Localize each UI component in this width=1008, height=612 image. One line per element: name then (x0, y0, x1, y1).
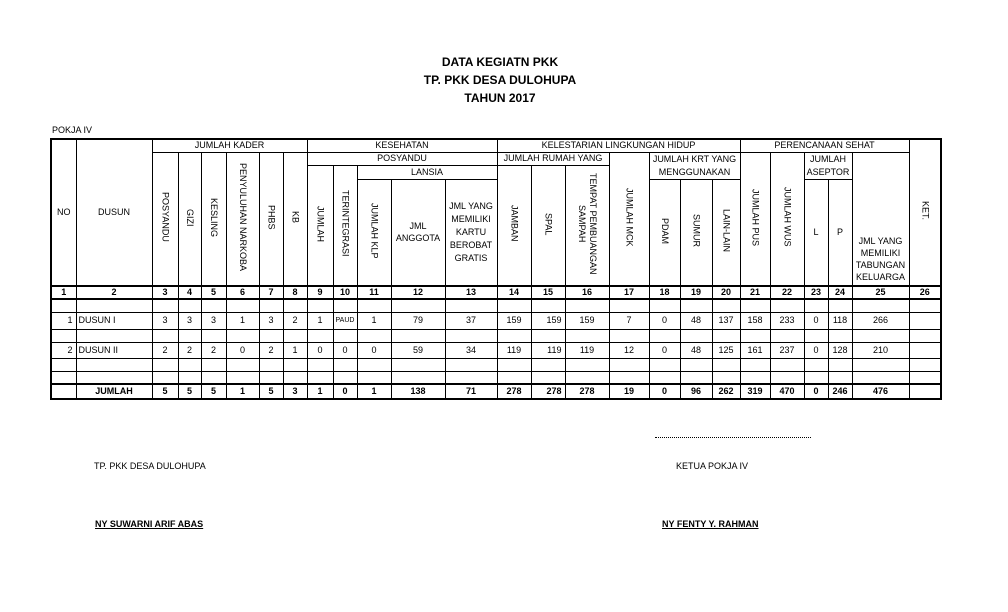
signature-dotted-line (655, 437, 811, 438)
table-cell (909, 312, 941, 329)
header-jumlah-krt: JUMLAH KRT YANG MENGGUNAKAN (649, 152, 740, 179)
empty-cell (178, 371, 201, 384)
empty-cell (51, 358, 76, 371)
empty-cell (804, 299, 828, 312)
table-cell: 1 (307, 312, 333, 329)
table-cell: 0 (649, 312, 680, 329)
column-number: 9 (307, 286, 333, 299)
total-cell: 5 (259, 384, 283, 399)
empty-cell (770, 299, 804, 312)
empty-cell (712, 299, 740, 312)
total-cell: 262 (712, 384, 740, 399)
empty-cell (445, 299, 497, 312)
header-gizi: GIZI (178, 152, 201, 286)
empty-cell (357, 358, 391, 371)
blank-row (51, 358, 941, 371)
total-cell: 470 (770, 384, 804, 399)
header-kb: KB (283, 152, 307, 286)
empty-cell (649, 299, 680, 312)
header-kesehatan: KESEHATAN (307, 139, 497, 152)
column-number-row (51, 286, 941, 299)
empty-cell (565, 358, 609, 371)
empty-cell (740, 371, 770, 384)
total-cell: 71 (445, 384, 497, 399)
header-lansia: LANSIA (357, 165, 497, 179)
empty-cell (770, 329, 804, 342)
empty-cell (76, 371, 152, 384)
row-dusun: DUSUN II (76, 342, 152, 358)
header-jumlah-rumah: JUMLAH RUMAH YANG (497, 152, 609, 165)
total-cell: 5 (201, 384, 226, 399)
table-cell: 59 (391, 342, 445, 358)
column-number: 1 (51, 286, 76, 299)
empty-cell (680, 299, 712, 312)
empty-cell (609, 329, 649, 342)
empty-cell (283, 358, 307, 371)
table-cell: 137 (712, 312, 740, 329)
empty-cell (307, 358, 333, 371)
empty-cell (333, 358, 357, 371)
total-cell: 138 (391, 384, 445, 399)
total-cell: 319 (740, 384, 770, 399)
table-cell: 118 (828, 312, 852, 329)
column-number: 26 (909, 286, 941, 299)
total-row (51, 384, 941, 399)
header-no: NO (51, 139, 76, 286)
total-cell: 1 (226, 384, 259, 399)
empty-cell (497, 358, 531, 371)
table-cell: 159 (565, 312, 609, 329)
total-cell: 5 (152, 384, 178, 399)
empty-cell (152, 299, 178, 312)
total-cell (909, 384, 941, 399)
table-cell: 158 (740, 312, 770, 329)
empty-cell (909, 371, 941, 384)
total-cell: 1 (307, 384, 333, 399)
table-cell: 119 (531, 342, 565, 358)
table-cell: 1 (357, 312, 391, 329)
column-number: 11 (357, 286, 391, 299)
table-cell: 7 (609, 312, 649, 329)
empty-cell (609, 299, 649, 312)
empty-cell (497, 371, 531, 384)
empty-cell (712, 358, 740, 371)
empty-cell (307, 371, 333, 384)
column-number: 24 (828, 286, 852, 299)
left-signature-name: NY SUWARNI ARIF ABAS (95, 519, 204, 529)
empty-cell (852, 299, 909, 312)
header-jumlah-pus: JUMLAH PUS (740, 152, 770, 286)
total-cell: 19 (609, 384, 649, 399)
table-row (51, 312, 941, 329)
table-cell: 1 (226, 312, 259, 329)
empty-cell (852, 358, 909, 371)
empty-cell (259, 371, 283, 384)
empty-cell (828, 358, 852, 371)
empty-cell (391, 371, 445, 384)
blank-row (51, 299, 941, 312)
table-cell: 37 (445, 312, 497, 329)
table-cell: 12 (609, 342, 649, 358)
empty-cell (497, 329, 531, 342)
row-number: 1 (51, 312, 76, 329)
column-number: 8 (283, 286, 307, 299)
table-cell: 0 (226, 342, 259, 358)
table-cell: 210 (852, 342, 909, 358)
empty-cell (51, 299, 76, 312)
empty-cell (565, 299, 609, 312)
column-number: 16 (565, 286, 609, 299)
empty-cell (740, 329, 770, 342)
empty-cell (828, 329, 852, 342)
header-kesling: KESLING (201, 152, 226, 286)
empty-cell (531, 329, 565, 342)
column-number: 6 (226, 286, 259, 299)
table-cell: 2 (259, 342, 283, 358)
left-signature-title: TP. PKK DESA DULOHUPA (94, 461, 206, 471)
total-cell: 0 (333, 384, 357, 399)
table-cell: 1 (283, 342, 307, 358)
table-cell: 159 (497, 312, 531, 329)
header-terintegrasi: TERINTEGRASI (333, 165, 357, 286)
table-cell: 125 (712, 342, 740, 358)
empty-cell (740, 299, 770, 312)
table-cell (909, 342, 941, 358)
header-tempat-sampah: TEMPAT PEMBUANGAN SAMPAH (565, 165, 609, 286)
empty-cell (649, 358, 680, 371)
table-cell: 159 (531, 312, 565, 329)
pokja-label: POKJA IV (52, 125, 93, 135)
empty-cell (852, 371, 909, 384)
total-blank (51, 384, 76, 399)
total-cell: 278 (565, 384, 609, 399)
column-number: 12 (391, 286, 445, 299)
empty-cell (531, 299, 565, 312)
table-cell: 0 (804, 312, 828, 329)
empty-cell (259, 299, 283, 312)
blank-row (51, 329, 941, 342)
table-cell: 2 (178, 342, 201, 358)
empty-cell (259, 358, 283, 371)
empty-cell (680, 358, 712, 371)
empty-cell (680, 371, 712, 384)
column-number: 21 (740, 286, 770, 299)
column-number: 22 (770, 286, 804, 299)
total-cell: 246 (828, 384, 852, 399)
empty-cell (445, 358, 497, 371)
header-jml-anggota: JML ANGGOTA (391, 179, 445, 286)
header-jumlah-wus: JUMLAH WUS (770, 152, 804, 286)
column-number: 10 (333, 286, 357, 299)
blank-row (51, 371, 941, 384)
empty-cell (178, 358, 201, 371)
column-number: 3 (152, 286, 178, 299)
empty-cell (357, 299, 391, 312)
header-spal: SPAL (531, 165, 565, 286)
empty-cell (76, 329, 152, 342)
empty-cell (259, 329, 283, 342)
empty-cell (649, 371, 680, 384)
header-lain-lain: LAIN-LAIN (712, 179, 740, 286)
table-cell: 48 (680, 342, 712, 358)
total-cell: 278 (497, 384, 531, 399)
header-jml-tabungan: JML YANG MEMILIKI TABUNGAN KELUARGA (852, 152, 909, 286)
header-l: L (804, 179, 828, 286)
empty-cell (307, 329, 333, 342)
empty-cell (283, 329, 307, 342)
empty-cell (445, 329, 497, 342)
empty-cell (391, 358, 445, 371)
total-cell: 0 (804, 384, 828, 399)
title-line-1: DATA KEGIATN PKK (441, 55, 559, 69)
table-cell: 0 (357, 342, 391, 358)
title-line-3: TAHUN 2017 (464, 91, 536, 105)
column-number: 20 (712, 286, 740, 299)
column-number: 23 (804, 286, 828, 299)
empty-cell (283, 299, 307, 312)
header-ket: KET. (909, 139, 941, 286)
empty-cell (445, 371, 497, 384)
table-row (51, 342, 941, 358)
document-title (0, 53, 1008, 107)
total-cell: 0 (649, 384, 680, 399)
table-cell: 233 (770, 312, 804, 329)
total-cell: 1 (357, 384, 391, 399)
header-pdam: PDAM (649, 179, 680, 286)
empty-cell (497, 299, 531, 312)
table-cell: 2 (152, 342, 178, 358)
header-phbs: PHBS (259, 152, 283, 286)
empty-cell (201, 371, 226, 384)
empty-cell (531, 371, 565, 384)
empty-cell (740, 358, 770, 371)
header-posyandu: POSYANDU (307, 152, 497, 165)
table-cell: 3 (201, 312, 226, 329)
empty-cell (909, 299, 941, 312)
empty-cell (852, 329, 909, 342)
empty-cell (391, 299, 445, 312)
empty-cell (909, 358, 941, 371)
empty-cell (178, 299, 201, 312)
empty-cell (333, 299, 357, 312)
empty-cell (152, 358, 178, 371)
header-jml-kartu: JML YANG MEMILIKI KARTU BEROBAT GRATIS (445, 179, 497, 286)
empty-cell (307, 299, 333, 312)
empty-cell (565, 371, 609, 384)
column-number: 14 (497, 286, 531, 299)
header-jumlah: JUMLAH (307, 165, 333, 286)
empty-cell (333, 371, 357, 384)
column-number: 13 (445, 286, 497, 299)
table-cell: 3 (178, 312, 201, 329)
total-cell: 96 (680, 384, 712, 399)
empty-cell (152, 329, 178, 342)
table-cell: 2 (283, 312, 307, 329)
total-cell: 3 (283, 384, 307, 399)
empty-cell (909, 329, 941, 342)
total-cell: 476 (852, 384, 909, 399)
data-table (50, 138, 942, 400)
table-cell: 119 (497, 342, 531, 358)
table-cell: 3 (259, 312, 283, 329)
empty-cell (391, 329, 445, 342)
header-perencanaan: PERENCANAAN SEHAT (740, 139, 909, 152)
empty-cell (609, 358, 649, 371)
empty-cell (357, 371, 391, 384)
column-number: 5 (201, 286, 226, 299)
empty-cell (333, 329, 357, 342)
empty-cell (201, 358, 226, 371)
empty-cell (51, 329, 76, 342)
empty-cell (531, 358, 565, 371)
empty-cell (178, 329, 201, 342)
header-posyandu-kader: POSYANDU (152, 152, 178, 286)
header-jamban: JAMBAN (497, 165, 531, 286)
title-line-2: TP. PKK DESA DULOHUPA (423, 73, 577, 87)
right-signature-name: NY FENTY Y. RAHMAN (662, 519, 759, 529)
header-penyuluhan-narkoba: PENYULUHAN NARKOBA (226, 152, 259, 286)
total-label: JUMLAH (76, 384, 152, 399)
empty-cell (226, 299, 259, 312)
empty-cell (565, 329, 609, 342)
empty-cell (712, 329, 740, 342)
column-number: 19 (680, 286, 712, 299)
empty-cell (283, 371, 307, 384)
empty-cell (770, 358, 804, 371)
table-cell: 0 (649, 342, 680, 358)
table-cell: 237 (770, 342, 804, 358)
empty-cell (51, 371, 76, 384)
table-cell: 119 (565, 342, 609, 358)
empty-cell (828, 371, 852, 384)
column-number: 25 (852, 286, 909, 299)
column-number: 2 (76, 286, 152, 299)
table-cell: 79 (391, 312, 445, 329)
header-jumlah-klp: JUMLAH KLP (357, 179, 391, 286)
header-p: P (828, 179, 852, 286)
column-number: 18 (649, 286, 680, 299)
empty-cell (201, 299, 226, 312)
empty-cell (804, 358, 828, 371)
table-cell: 34 (445, 342, 497, 358)
header-dusun: DUSUN (76, 139, 152, 286)
table-cell: 48 (680, 312, 712, 329)
empty-cell (828, 299, 852, 312)
total-cell: 278 (531, 384, 565, 399)
table-cell: 3 (152, 312, 178, 329)
empty-cell (804, 371, 828, 384)
header-jumlah-aseptor: JUMLAH ASEPTOR (804, 152, 852, 179)
table-cell: 0 (307, 342, 333, 358)
header-sumur: SUMUR (680, 179, 712, 286)
empty-cell (680, 329, 712, 342)
header-jumlah-kader: JUMLAH KADER (152, 139, 307, 152)
header-jumlah-mck: JUMLAH MCK (609, 152, 649, 286)
empty-cell (152, 371, 178, 384)
table-cell: 128 (828, 342, 852, 358)
empty-cell (226, 329, 259, 342)
header-kelestarian: KELESTARIAN LINGKUNGAN HIDUP (497, 139, 740, 152)
column-number: 4 (178, 286, 201, 299)
empty-cell (649, 329, 680, 342)
empty-cell (712, 371, 740, 384)
table-cell: 266 (852, 312, 909, 329)
empty-cell (609, 371, 649, 384)
empty-cell (201, 329, 226, 342)
total-cell: 5 (178, 384, 201, 399)
empty-cell (226, 371, 259, 384)
column-number: 15 (531, 286, 565, 299)
row-dusun: DUSUN I (76, 312, 152, 329)
column-number: 7 (259, 286, 283, 299)
column-number: 17 (609, 286, 649, 299)
empty-cell (76, 299, 152, 312)
right-signature-title: KETUA POKJA IV (676, 461, 749, 471)
empty-cell (76, 358, 152, 371)
table-cell: 0 (333, 342, 357, 358)
empty-cell (770, 371, 804, 384)
empty-cell (357, 329, 391, 342)
table-cell: 0 (804, 342, 828, 358)
empty-cell (226, 358, 259, 371)
table-cell: 161 (740, 342, 770, 358)
row-number: 2 (51, 342, 76, 358)
table-cell: 2 (201, 342, 226, 358)
empty-cell (804, 329, 828, 342)
table-cell: PAUD (333, 312, 357, 329)
